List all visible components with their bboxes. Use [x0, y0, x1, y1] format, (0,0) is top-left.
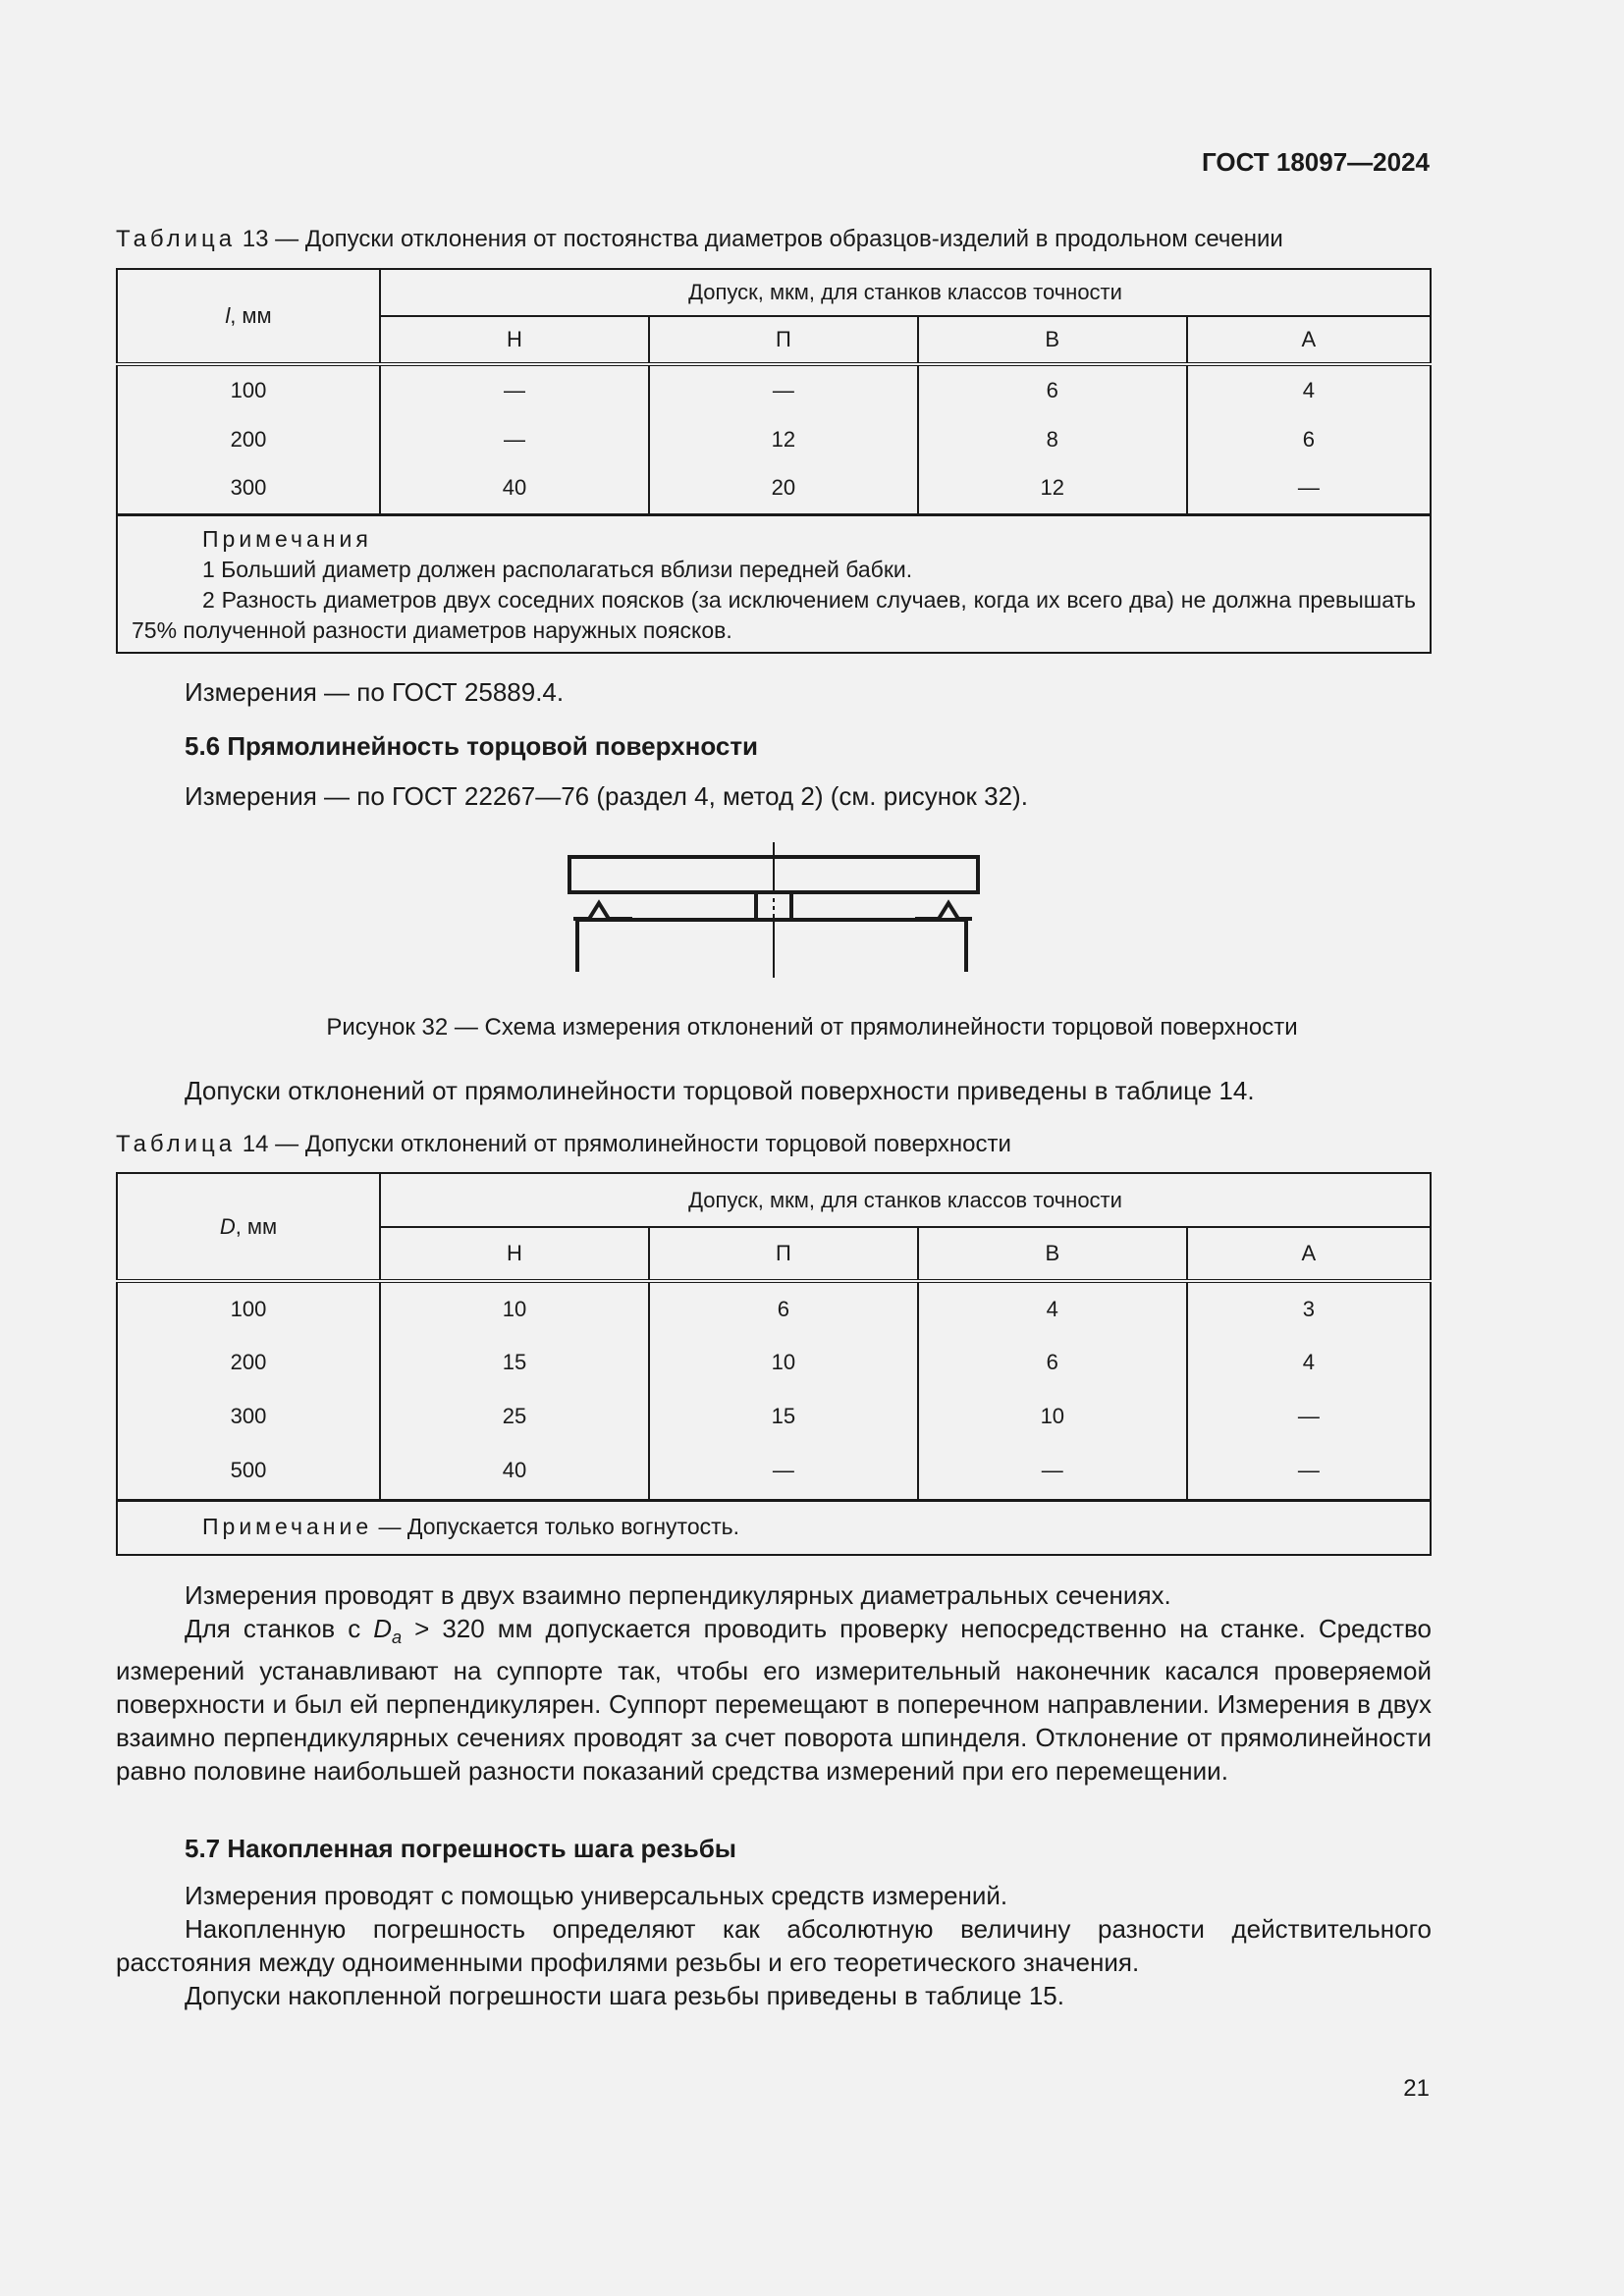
table14	[116, 1172, 1432, 1556]
table-cell: 4	[918, 1281, 1187, 1335]
paragraph: Накопленную погрешность определяют как абсолютную величину разности действительного расстояния между одноименными профилями резьбы и его теоретического значения.	[116, 1914, 1432, 1977]
table-cell: —	[380, 415, 649, 463]
paragraph-text: > 320 мм допускается проводить проверку непосредственно на станке. Средство измерений устанавливают на суппорте так, чтобы его измерительный наконечник касался проверяемой поверхности и был ей перпендикулярен. Суппорт перемещают в поперечном направлении. Измерения в двух взаимно перпендикулярных сечениях проводят за счет поворота шпинделя. Отклонение от прямолинейности равно половине наибольшей разности показаний средства измерений при его перемещении.	[116, 1614, 1433, 1787]
section-5-6-paragraph: Измерения — по ГОСТ 22267—76 (раздел 4, метод 2) (см. рисунок 32).	[185, 781, 1028, 811]
table14-note	[117, 1500, 1431, 1555]
figure-right-support	[915, 903, 972, 919]
table13-class-p: П	[649, 316, 918, 364]
table13-caption	[116, 226, 1283, 253]
figure-32-caption: Рисунок 32 — Схема измерения отклонений от прямолинейности торцовой поверхности	[326, 1014, 1298, 1041]
table-cell: 15	[380, 1335, 649, 1389]
section-5-7-text	[116, 1879, 1432, 2012]
table-cell: 100	[117, 1281, 380, 1335]
table14-reference-text: Допуски отклонений от прямолинейности торцовой поверхности приведены в таблице 14.	[185, 1076, 1255, 1105]
table13-class-h: Н	[380, 316, 649, 364]
table13-row-header-unit: , мм	[230, 303, 272, 328]
table-cell: 12	[918, 463, 1187, 514]
table-cell: —	[649, 364, 918, 415]
table-row	[117, 415, 1431, 463]
table-cell: 25	[380, 1389, 649, 1443]
section-5-7-title: 5.7 Накопленная погрешность шага резьбы	[185, 1834, 736, 1863]
table-row	[117, 364, 1431, 415]
table-cell: 200	[117, 1335, 380, 1389]
table-cell: 10	[918, 1389, 1187, 1443]
paragraph: Допуски накопленной погрешности шага резьбы приведены в таблице 15.	[185, 1981, 1064, 2010]
paragraph-text: Для станков с	[185, 1614, 374, 1643]
table-row	[117, 1281, 1431, 1335]
table-cell: 12	[649, 415, 918, 463]
table-cell: 10	[649, 1335, 918, 1389]
table14-row-header-var: D	[219, 1213, 236, 1239]
table-cell: 100	[117, 364, 380, 415]
table14-row-header-unit: , мм	[235, 1213, 278, 1239]
table14-note-text: — Допускается только вогнутость.	[372, 1513, 740, 1539]
paragraph: Измерения проводят в двух взаимно перпендикулярных диаметральных сечениях.	[185, 1580, 1171, 1610]
standard-number: ГОСТ 18097—2024	[1202, 147, 1430, 177]
measurement-text-block	[116, 1578, 1432, 1788]
table14-class-v: В	[918, 1227, 1187, 1281]
table-cell: —	[918, 1443, 1187, 1500]
table14-title: 14 — Допуски отклонений от прямолинейности торцовой поверхности	[242, 1131, 1011, 1157]
table-cell: —	[380, 364, 649, 415]
table-cell: 300	[117, 463, 380, 514]
table13-title: 13 — Допуски отклонения от постоянства диаметров образцов-изделий в продольном сечении	[242, 226, 1283, 252]
measurement-ref-1	[116, 675, 1432, 709]
paragraph: Измерения проводят с помощью универсальных средств измерений.	[185, 1881, 1008, 1910]
table-row	[117, 1389, 1431, 1443]
measurement-ref-1-text: Измерения — по ГОСТ 25889.4.	[185, 677, 565, 707]
table14-group-header: Допуск, мкм, для станков классов точности	[380, 1173, 1431, 1227]
table-cell: 40	[380, 1443, 649, 1500]
table13-group-header: Допуск, мкм, для станков классов точности	[380, 269, 1431, 316]
table-cell: —	[1187, 463, 1431, 514]
table13-notes	[117, 514, 1431, 653]
section-5-6-title: 5.6 Прямолинейность торцовой поверхности	[185, 731, 759, 761]
table13-row-header-var: l	[225, 303, 231, 328]
table-cell: 3	[1187, 1281, 1431, 1335]
table13-row-header	[117, 269, 380, 364]
table-cell: 200	[117, 415, 380, 463]
table13-note-2: 2 Разность диаметров двух соседних поясков (за исключением случаев, когда их всего два) не должна превышать 75% полученной разности диаметров наружных поясков.	[132, 586, 1416, 643]
table-cell: 8	[918, 415, 1187, 463]
table-row	[117, 463, 1431, 514]
table14-caption	[116, 1131, 1011, 1158]
table-row	[117, 1443, 1431, 1500]
table14-label: Таблица	[116, 1131, 237, 1157]
table-row	[117, 1335, 1431, 1389]
table-cell: 6	[918, 1335, 1187, 1389]
table-cell: 500	[117, 1443, 380, 1500]
table13-label: Таблица	[116, 226, 237, 252]
figure-left-support	[573, 903, 632, 919]
table13-notes-title: Примечания	[202, 525, 372, 552]
table-cell: —	[1187, 1389, 1431, 1443]
table-cell: 300	[117, 1389, 380, 1443]
table-cell: —	[1187, 1443, 1431, 1500]
table13-note-1: 1 Больший диаметр должен располагаться вблизи передней бабки.	[202, 556, 913, 582]
table-cell: 20	[649, 463, 918, 514]
table14-note-label: Примечание	[202, 1513, 373, 1539]
table-cell: 4	[1187, 1335, 1431, 1389]
figure-32-diagram	[560, 842, 992, 980]
table-cell: —	[649, 1443, 918, 1500]
table-cell: 40	[380, 463, 649, 514]
table-cell: 10	[380, 1281, 649, 1335]
table14-class-h: Н	[380, 1227, 649, 1281]
table13-class-v: В	[918, 316, 1187, 364]
table-cell: 4	[1187, 364, 1431, 415]
table14-row-header	[117, 1173, 380, 1281]
table-cell: 6	[649, 1281, 918, 1335]
table-cell: 6	[1187, 415, 1431, 463]
paragraph	[116, 1612, 1432, 1788]
diameter-var: D	[373, 1614, 393, 1643]
table14-class-a: А	[1187, 1227, 1431, 1281]
table14-class-p: П	[649, 1227, 918, 1281]
diameter-subscript: a	[392, 1628, 403, 1648]
table13-class-a: А	[1187, 316, 1431, 364]
page-number: 21	[1403, 2075, 1430, 2102]
table13	[116, 268, 1432, 654]
table-cell: 6	[918, 364, 1187, 415]
table-cell: 15	[649, 1389, 918, 1443]
section-5-6-text	[116, 779, 1432, 813]
table14-reference	[116, 1074, 1432, 1107]
